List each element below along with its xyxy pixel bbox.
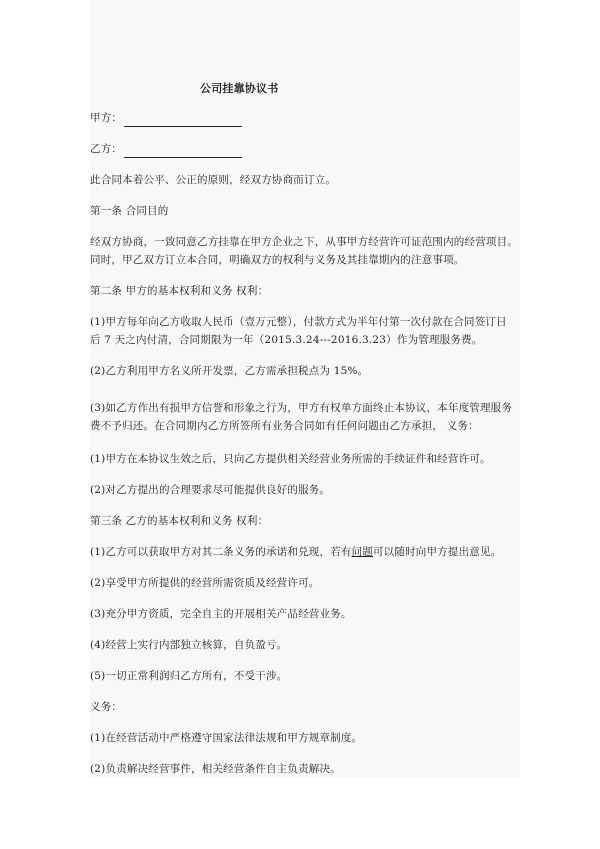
party-a-label: 甲方：: [90, 112, 123, 124]
article3-item1-suffix: 可以随时向甲方提出意见。: [372, 546, 502, 558]
article2-duty1: (1)甲方在本协议生效之后，只向乙方提供相关经营业务所需的手续证件和经营许可。: [90, 453, 491, 465]
article2-item3-line1: (3)如乙方作出有损甲方信誉和形象之行为，甲方有权单方面终止本协议，本年度管理服务: [90, 402, 513, 414]
article3-heading: 第三条 乙方的基本权利和义务 权利：: [90, 515, 269, 527]
article3-item2: (2)享受甲方所提供的经营所需资质及经营许可。: [90, 577, 320, 589]
article2-item2: (2)乙方利用甲方名义所开发票，乙方需承担税点为 15%。: [90, 365, 369, 377]
article2-duty2: (2)对乙方提出的合理要求尽可能提供良好的服务。: [90, 484, 331, 496]
party-b-blank: [124, 145, 242, 158]
article3-item3: (3)充分甲方资质，完全自主的开展相关产品经营业务。: [90, 608, 352, 620]
article3-duties-label: 义务：: [90, 701, 123, 713]
document-title: 公司挂靠协议书: [200, 82, 279, 95]
article3-item1-prefix: (1)乙方可以获取甲方对其二条义务的承诺和兑现，若有: [90, 546, 352, 558]
article1-heading: 第一条 合同目的: [90, 205, 169, 217]
article2-item1-line1: (1)甲方每年向乙方收取人民币（壹万元整），付款方式为半年付第一次付款在合同签订日: [90, 316, 507, 328]
party-b-line: [90, 141, 242, 158]
article3-item1: [90, 544, 501, 561]
article3-duty2: (2)负责解决经营事件，相关经营条件自主负责解决。: [90, 763, 341, 775]
article2-heading: 第二条 甲方的基本权利和义务 权利：: [90, 285, 269, 297]
article1-line2: 同时，甲乙双方订立本合同，明确双方的权利与义务及其挂靠期内的注意事项。: [90, 254, 465, 266]
article3-item4: (4)经营上实行内部独立核算，自负盈亏。: [90, 639, 288, 651]
article2-item3-line2: 费不予归还。在合同期内乙方所签所有业务合同如有任何问题由乙方承担， 义务：: [90, 420, 479, 432]
article3-item5: (5)一切正常利润归乙方所有，不受干涉。: [90, 670, 288, 682]
party-b-label: 乙方：: [90, 143, 123, 155]
preamble: 此合同本着公平、公正的原则，经双方协商而订立。: [90, 174, 337, 186]
article3-item1-underlined: 问题: [351, 546, 373, 558]
article3-duty1: (1)在经营活动中严格遵守国家法律法规和甲方规章制度。: [90, 732, 363, 744]
article2-item1-line2: 后 7 天之内付清，合同期限为一年（2015.3.24---2016.3.23）作为管理服务费。: [90, 334, 483, 346]
party-a-line: [90, 110, 242, 127]
article1-line1: 经双方协商，一致同意乙方挂靠在甲方企业之下，从事甲方经营许可证范围内的经营项目。: [90, 236, 518, 248]
party-a-blank: [124, 114, 242, 127]
